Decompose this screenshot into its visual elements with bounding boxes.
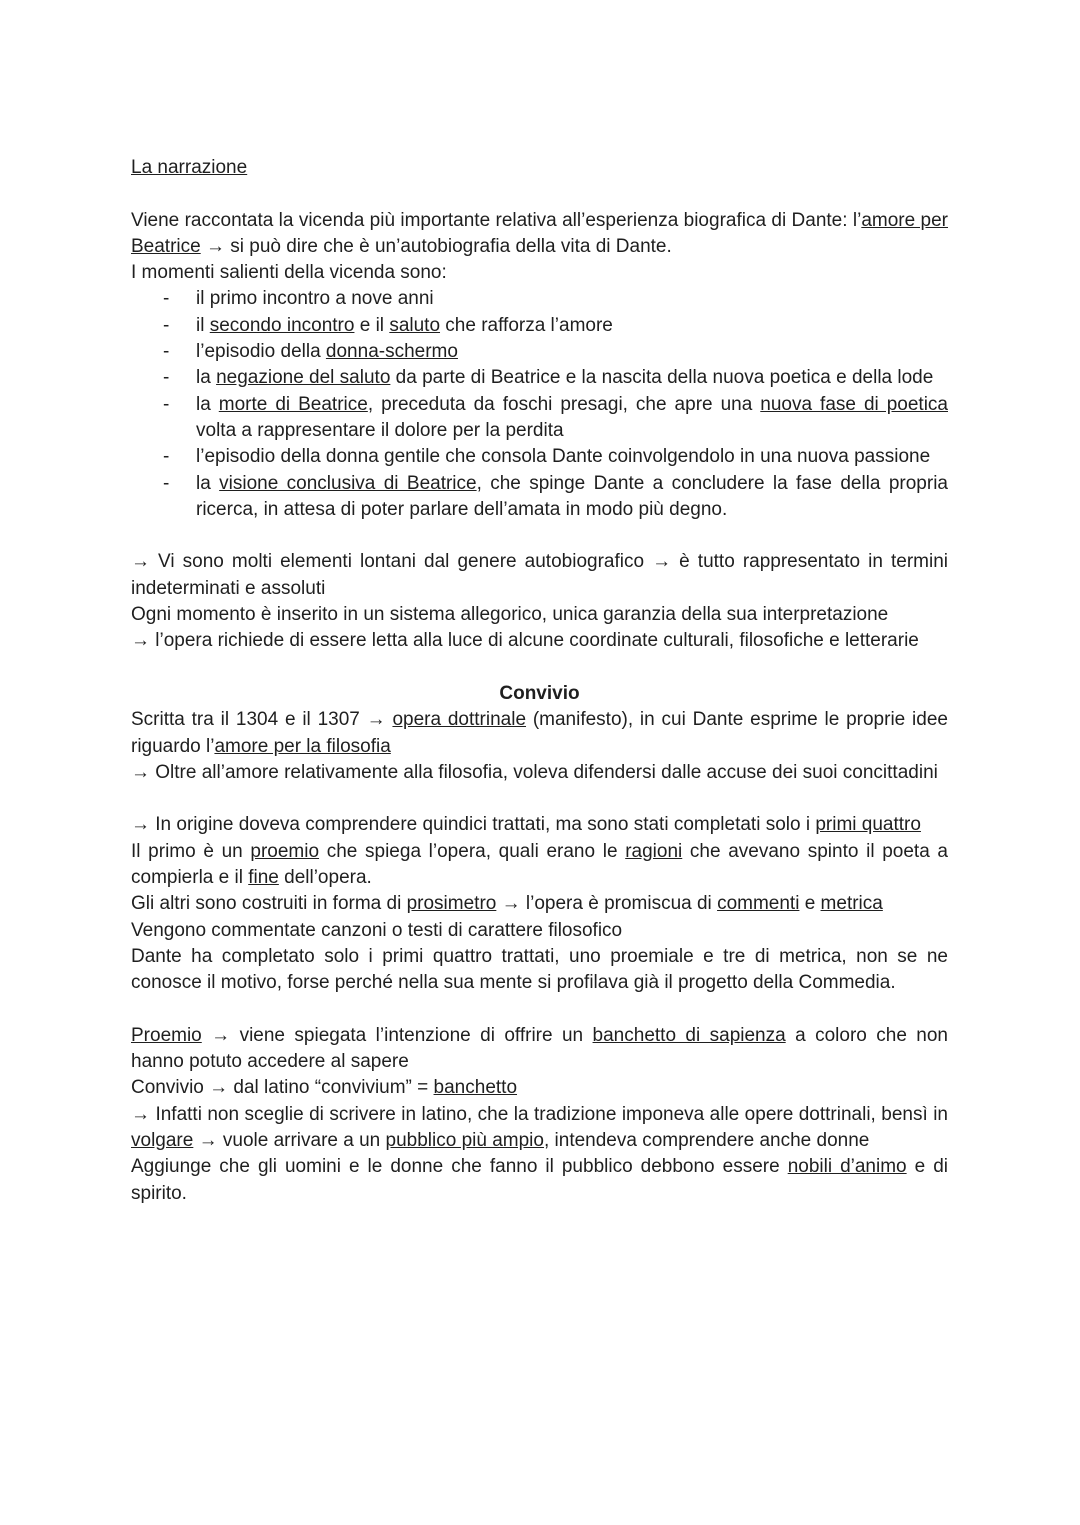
- paragraph: [131, 760, 948, 786]
- paragraph: [131, 1023, 948, 1076]
- text-run: da parte di Beatrice e la nascita della nuova poetica e della lode: [390, 367, 934, 389]
- text-run: e di spirito.: [131, 1156, 948, 1204]
- text-run: Viene raccontata la vicenda più importante relativa all’esperienza biografica di Dante: l’: [131, 209, 862, 231]
- list-item: [131, 392, 948, 445]
- text-run: → In origine doveva comprendere quindici trattati, ma sono stati completati solo i: [131, 814, 816, 836]
- text-run: il primo incontro a nove anni: [196, 288, 434, 310]
- text-run: Ogni momento è inserito in un sistema allegorico, unica garanzia della sua interpretazione: [131, 604, 889, 626]
- convivio-block-1: [131, 707, 948, 786]
- underlined-term: visione conclusiva di Beatrice: [219, 472, 477, 494]
- narrazione-commentary: [131, 549, 948, 654]
- text-run: che spiega l’opera, quali erano le: [319, 840, 626, 862]
- text-run: Il primo è un: [131, 840, 251, 862]
- section-title-convivio: Convivio: [499, 682, 580, 704]
- text-run: , intendeva comprendere anche donne: [543, 1129, 870, 1151]
- text-run: il: [196, 314, 210, 336]
- paragraph: [131, 208, 948, 261]
- text-run: la: [196, 393, 219, 415]
- paragraph: [131, 707, 948, 760]
- narrazione-intro: [131, 208, 948, 287]
- spacer: [131, 523, 948, 549]
- paragraph: [131, 1154, 948, 1207]
- convivio-block-3: [131, 1023, 948, 1207]
- text-run: e il: [354, 314, 390, 336]
- text-run: l’episodio della: [196, 341, 326, 363]
- list-item: [131, 286, 948, 312]
- text-run: Convivio → dal latino “convivium” =: [131, 1077, 434, 1099]
- underlined-term: opera dottrinale: [392, 709, 527, 731]
- text-run: → l’opera è promiscua di: [496, 893, 718, 915]
- underlined-term: amore per la filosofia: [214, 735, 391, 757]
- text-run: → Vi sono molti elementi lontani dal genere autobiografico → è tutto rappresentato in termini indeterminati e assoluti: [131, 551, 948, 599]
- spacer: [131, 181, 948, 207]
- underlined-term: morte di Beatrice: [218, 393, 368, 415]
- list-item: [131, 339, 948, 365]
- underlined-term: metrica: [820, 893, 883, 915]
- text-run: Scritta tra il 1304 e il 1307 →: [131, 709, 393, 731]
- text-run: → viene spiegata l’intenzione di offrire un: [201, 1024, 593, 1046]
- underlined-term: negazione del saluto: [216, 367, 391, 389]
- underlined-term: proemio: [250, 840, 320, 862]
- text-run: I momenti salienti della vicenda sono:: [131, 262, 447, 284]
- text-run: la: [196, 472, 220, 494]
- underlined-term: amore per Beatrice: [131, 209, 948, 257]
- underlined-term: banchetto di sapienza: [592, 1024, 786, 1046]
- text-run: dell’opera.: [278, 867, 372, 889]
- text-run: Dante ha completato solo i primi quattro trattati, uno proemiale e tre di metrica, non se ne conosce il motivo, forse perché nella sua mente si profilava già il progetto della Commedia.: [131, 945, 948, 994]
- text-run: Vengono commentate canzoni o testi di carattere filosofico: [131, 919, 623, 941]
- text-run: che rafforza l’amore: [440, 314, 613, 336]
- text-run: Aggiunge che gli uomini e le donne che fanno il pubblico debbono essere: [131, 1156, 788, 1178]
- paragraph: [131, 812, 948, 838]
- underlined-term: secondo incontro: [209, 314, 355, 336]
- underlined-term: nuova fase di poetica: [760, 393, 948, 415]
- list-item: [131, 471, 948, 524]
- paragraph: [131, 918, 948, 944]
- text-run: → l’opera richiede di essere letta alla luce di alcune coordinate culturali, filosofiche e letterarie: [131, 630, 919, 652]
- underlined-term: fine: [248, 867, 279, 889]
- text-run: la: [196, 367, 217, 389]
- underlined-term: pubblico più ampio: [385, 1129, 544, 1151]
- text-run: → si può dire che è un’autobiografia della vita di Dante.: [200, 235, 672, 257]
- text-run: , che spinge Dante a concludere la fase della propria ricerca, in attesa di poter parlare dell’amata in modo più degno.: [196, 472, 948, 520]
- paragraph: [131, 549, 948, 602]
- paragraph: [131, 1102, 948, 1155]
- text-run: l’episodio della donna gentile che consola Dante coinvolgendolo in una nuova passione: [196, 446, 931, 468]
- underlined-term: donna-schermo: [325, 341, 458, 363]
- paragraph: [131, 260, 948, 286]
- paragraph: [131, 628, 948, 654]
- underlined-term: commenti: [717, 893, 800, 915]
- text-run: (manifesto), in cui Dante esprime le proprie idee riguardo l’: [131, 709, 948, 757]
- spacer: [131, 786, 948, 812]
- text-run: → vuole arrivare a un: [193, 1129, 386, 1151]
- underlined-term: saluto: [389, 314, 441, 336]
- paragraph: [131, 944, 948, 997]
- document-page: [131, 155, 948, 1207]
- text-run: che avevano spinto il poeta a compierla e il: [131, 840, 948, 889]
- paragraph: [131, 839, 948, 892]
- underlined-term: primi quattro: [815, 814, 921, 836]
- text-run: a coloro che non hanno potuto accedere al sapere: [131, 1024, 948, 1073]
- text-run: e: [799, 893, 821, 915]
- paragraph: [131, 602, 948, 628]
- underlined-term: Proemio: [131, 1024, 202, 1046]
- underlined-term: ragioni: [625, 840, 683, 862]
- underlined-term: banchetto: [433, 1077, 518, 1099]
- text-run: → Oltre all’amore relativamente alla filosofia, voleva difendersi dalle accuse dei suoi concittadini: [131, 761, 938, 783]
- text-run: Gli altri sono costruiti in forma di: [131, 893, 407, 915]
- underlined-term: nobili d’animo: [787, 1156, 907, 1178]
- text-run: , preceduta da foschi presagi, che apre una: [367, 393, 761, 415]
- list-item: [131, 444, 948, 470]
- section-title-narrazione: La narrazione: [131, 157, 248, 178]
- spacer: [131, 655, 948, 681]
- narrazione-moments-list: [131, 286, 948, 523]
- text-run: → Infatti non sceglie di scrivere in latino, che la tradizione imponeva alle opere dottrinali, bensì in: [131, 1103, 948, 1125]
- list-item: [131, 365, 948, 391]
- spacer: [131, 997, 948, 1023]
- convivio-block-2: [131, 812, 948, 996]
- underlined-term: prosimetro: [406, 893, 497, 915]
- text-run: volta a rappresentare il dolore per la perdita: [196, 419, 564, 441]
- paragraph: [131, 891, 948, 917]
- list-item: [131, 313, 948, 339]
- paragraph: [131, 1075, 948, 1101]
- underlined-term: volgare: [131, 1129, 194, 1151]
